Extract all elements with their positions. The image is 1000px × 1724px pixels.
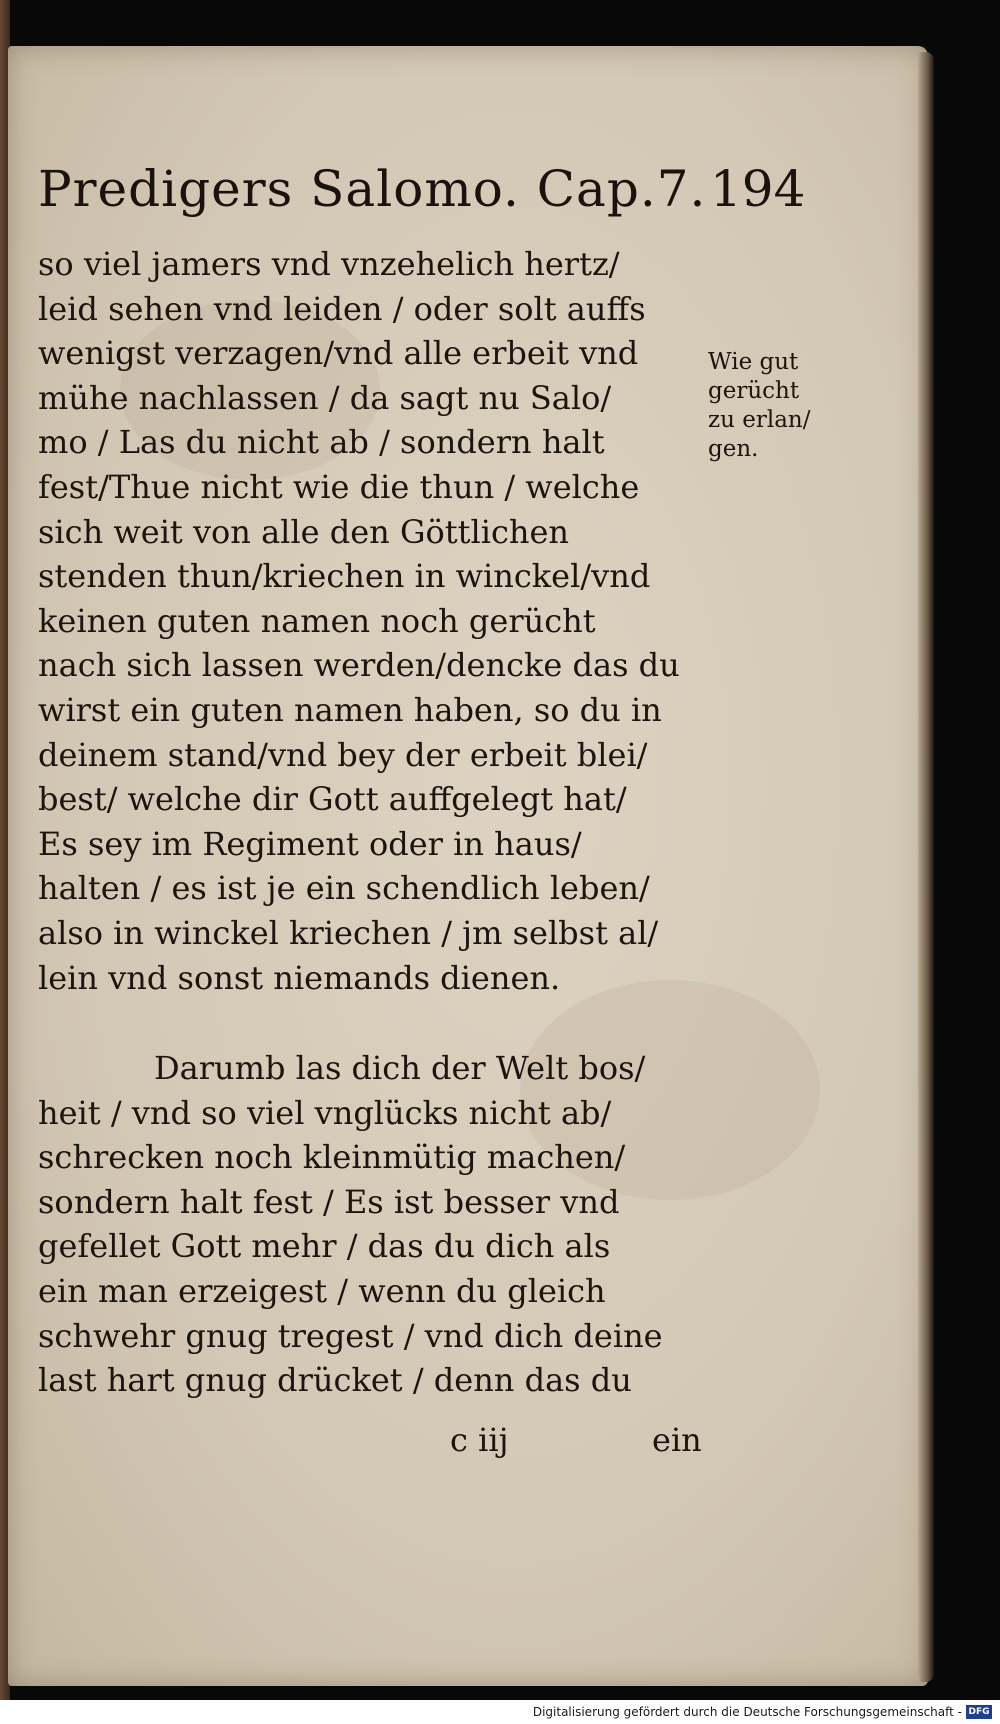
text-line: deinem stand/vnd bey der erbeit blei/ [38,735,648,774]
text-line: stenden thun/kriechen in winckel/vnd [38,557,651,596]
text-line: mo / Las du nicht ab / sondern halt [38,423,605,462]
text-line: keinen guten namen noch gerücht [38,601,596,640]
text-line: ein man erzeigest / wenn du gleich [38,1272,606,1311]
text-line: so viel jamers vnd vnzehelich hertz/ [38,245,620,283]
text-line: gefellet Gott mehr / das du dich als [38,1227,611,1266]
page-number: 194 [710,160,806,218]
text-line: nach sich lassen werden/dencke das du [38,646,680,685]
text-line: Es sey im Regiment oder in haus/ [38,824,582,863]
running-head: Predigers Salomo. Cap.7. [38,160,707,218]
text-line: lein vnd sonst niemands dienen. [38,958,561,997]
paragraph-gap [38,1000,698,1046]
catchword: ein [652,1421,702,1459]
text-line: mühe nachlassen / da sagt nu Salo/ [38,378,612,417]
text-line: sich weit von alle den Göttlichen [38,512,570,551]
text-line: schwehr gnug tregest / vnd dich deine [38,1316,663,1355]
margin-note-line: Wie gut [708,349,799,375]
text-line: best/ welche dir Gott auffgelegt hat/ [38,780,627,819]
text-line: heit / vnd so viel vnglücks nicht ab/ [38,1093,612,1132]
text-line: also in winckel kriechen / jm selbst al/ [38,913,659,952]
dfg-logo-icon: DFG [966,1705,992,1719]
margin-note-line: gerücht [708,378,800,404]
page-foot [38,1418,702,1462]
digitization-footer [0,1700,1000,1724]
text-line: wenigst verzagen/vnd alle erbeit vnd [38,334,639,373]
text-line: schrecken noch kleinmütig machen/ [38,1138,626,1177]
margin-note-line: zu erlan/ [708,407,811,433]
text-line: last hart gnug drücket / denn das du [38,1361,632,1400]
text-line: leid sehen vnd leiden / oder solt auffs [38,289,646,328]
margin-note [708,348,858,464]
text-line: fest/Thue nicht wie die thun / welche [38,467,640,506]
body-text [38,242,698,1403]
page-edge [918,52,934,1682]
page-header [38,156,806,232]
signature-mark: c iij [450,1421,509,1459]
text-line: halten / es ist je ein schendlich leben/ [38,869,650,908]
margin-note-line: gen. [708,436,759,462]
text-line: wirst ein guten namen haben, so du in [38,690,662,729]
text-line: sondern halt fest / Es ist besser vnd [38,1182,620,1221]
footer-credit: Digitalisierung gefördert durch die Deutsche Forschungsgemeinschaft - [532,1705,962,1719]
text-line: Darumb las dich der Welt bos/ [154,1049,646,1088]
